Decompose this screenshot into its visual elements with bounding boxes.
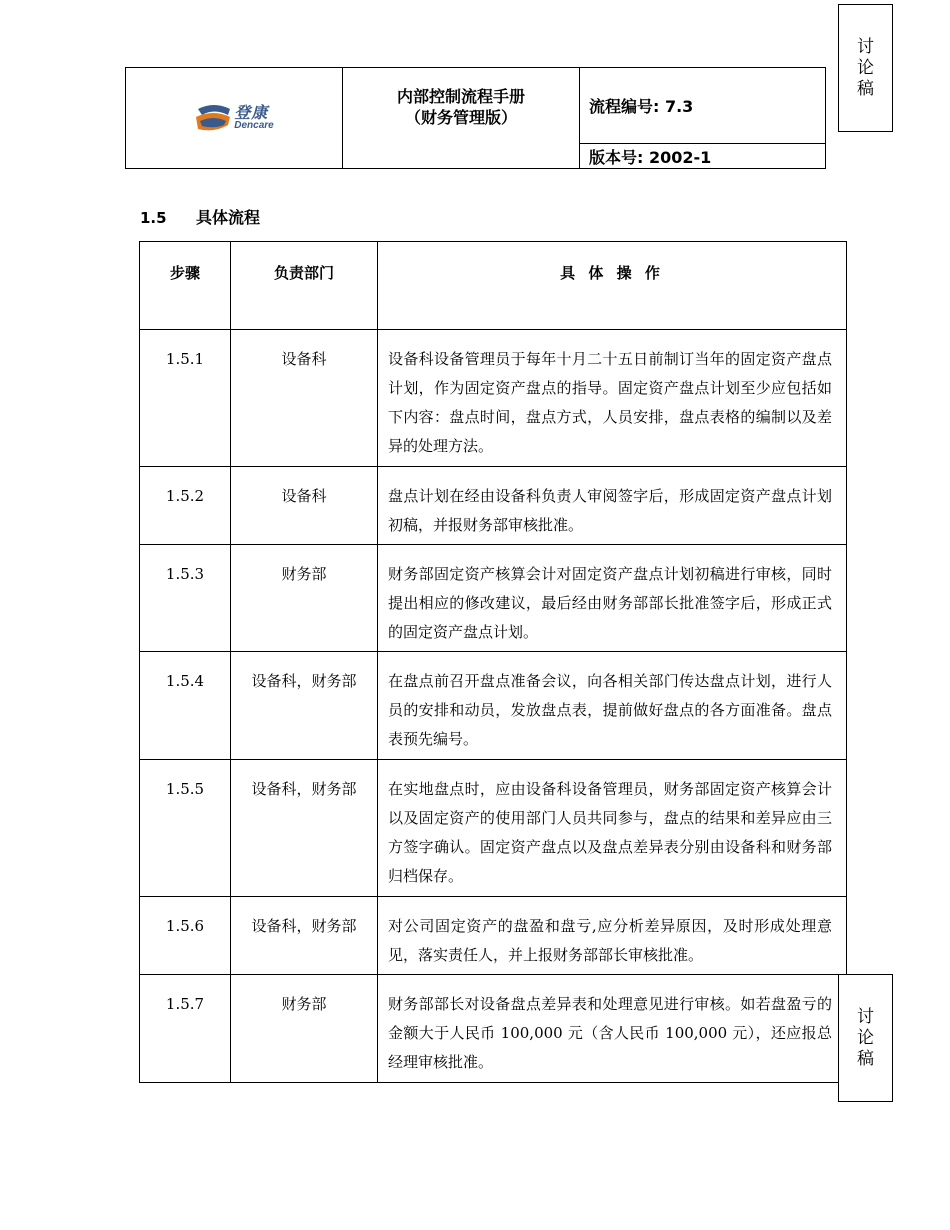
table-row bbox=[140, 975, 847, 1083]
logo-cn-text: 登康 bbox=[234, 103, 269, 122]
stamp-char: 讨 bbox=[857, 36, 874, 57]
step-number: 1.5.5 bbox=[140, 760, 231, 897]
operation-text: 在盘点前召开盘点准备会议，向各相关部门传达盘点计划，进行人员的安排和动员，发放盘点表，提前做好盘点的各方面准备。盘点表预先编号。 bbox=[378, 652, 847, 760]
operation-text: 对公司固定资产的盘盈和盘亏,应分析差异原因，及时形成处理意见，落实责任人，并上报财务部部长审核批准。 bbox=[378, 897, 847, 975]
header-step: 步骤 bbox=[140, 242, 231, 330]
logo-cell bbox=[126, 68, 343, 169]
stamp-char: 论 bbox=[857, 57, 874, 78]
operation-text: 设备科设备管理员于每年十月二十五日前制订当年的固定资产盘点计划，作为固定资产盘点的指导。固定资产盘点计划至少应包括如下内容：盘点时间，盘点方式，人员安排，盘点表格的编制以及差异的处理方法。 bbox=[378, 330, 847, 467]
table-row bbox=[140, 760, 847, 897]
stamp-char: 稿 bbox=[857, 78, 874, 99]
step-number: 1.5.1 bbox=[140, 330, 231, 467]
operation-text: 财务部部长对设备盘点差异表和处理意见进行审核。如若盘盈亏的金额大于人民币 100,000 元（含人民币 100,000 元），还应报总经理审核批准。 bbox=[378, 975, 847, 1083]
stamp-char: 稿 bbox=[857, 1048, 874, 1069]
responsible-dept: 设备科，财务部 bbox=[231, 897, 378, 975]
document-header bbox=[125, 67, 826, 169]
step-number: 1.5.3 bbox=[140, 545, 231, 652]
draft-stamp-top bbox=[838, 4, 893, 132]
section-heading bbox=[140, 205, 260, 228]
procedure-table bbox=[139, 241, 847, 1083]
responsible-dept: 设备科 bbox=[231, 467, 378, 545]
table-row bbox=[140, 897, 847, 975]
header-dept: 负责部门 bbox=[231, 242, 378, 330]
manual-title: 内部控制流程手册 bbox=[396, 87, 525, 106]
operation-text: 盘点计划在经由设备科负责人审阅签字后，形成固定资产盘点计划初稿，并报财务部审核批准。 bbox=[378, 467, 847, 545]
stamp-char: 讨 bbox=[857, 1006, 874, 1027]
responsible-dept: 设备科，财务部 bbox=[231, 652, 378, 760]
step-number: 1.5.6 bbox=[140, 897, 231, 975]
dencare-logo-icon bbox=[194, 103, 232, 133]
manual-subtitle: （财务管理版） bbox=[404, 108, 517, 127]
table-row bbox=[140, 467, 847, 545]
header-operation: 具 体 操 作 bbox=[378, 242, 847, 330]
step-number: 1.5.7 bbox=[140, 975, 231, 1083]
manual-title-cell bbox=[343, 68, 580, 169]
table-row bbox=[140, 652, 847, 760]
stamp-char: 论 bbox=[857, 1027, 874, 1048]
responsible-dept: 设备科 bbox=[231, 330, 378, 467]
step-number: 1.5.4 bbox=[140, 652, 231, 760]
operation-text: 在实地盘点时，应由设备科设备管理员，财务部固定资产核算会计以及固定资产的使用部门人员共同参与，盘点的结果和差异应由三方签字确认。固定资产盘点以及盘点差异表分别由设备科和财务部归档保存。 bbox=[378, 760, 847, 897]
table-row bbox=[140, 330, 847, 467]
responsible-dept: 财务部 bbox=[231, 545, 378, 652]
section-number: 1.5 bbox=[140, 209, 167, 227]
version-number: 版本号: 2002-1 bbox=[580, 144, 826, 169]
table-header-row bbox=[140, 242, 847, 330]
process-code: 流程编号: 7.3 bbox=[580, 68, 826, 144]
dencare-logo bbox=[126, 103, 342, 133]
table-row bbox=[140, 545, 847, 652]
section-title: 具体流程 bbox=[196, 208, 261, 227]
operation-text: 财务部固定资产核算会计对固定资产盘点计划初稿进行审核，同时提出相应的修改建议，最后经由财务部部长批准签字后，形成正式的固定资产盘点计划。 bbox=[378, 545, 847, 652]
responsible-dept: 财务部 bbox=[231, 975, 378, 1083]
draft-stamp-bottom bbox=[838, 974, 893, 1102]
step-number: 1.5.2 bbox=[140, 467, 231, 545]
logo-en-text: Dencare bbox=[234, 120, 274, 131]
responsible-dept: 设备科，财务部 bbox=[231, 760, 378, 897]
